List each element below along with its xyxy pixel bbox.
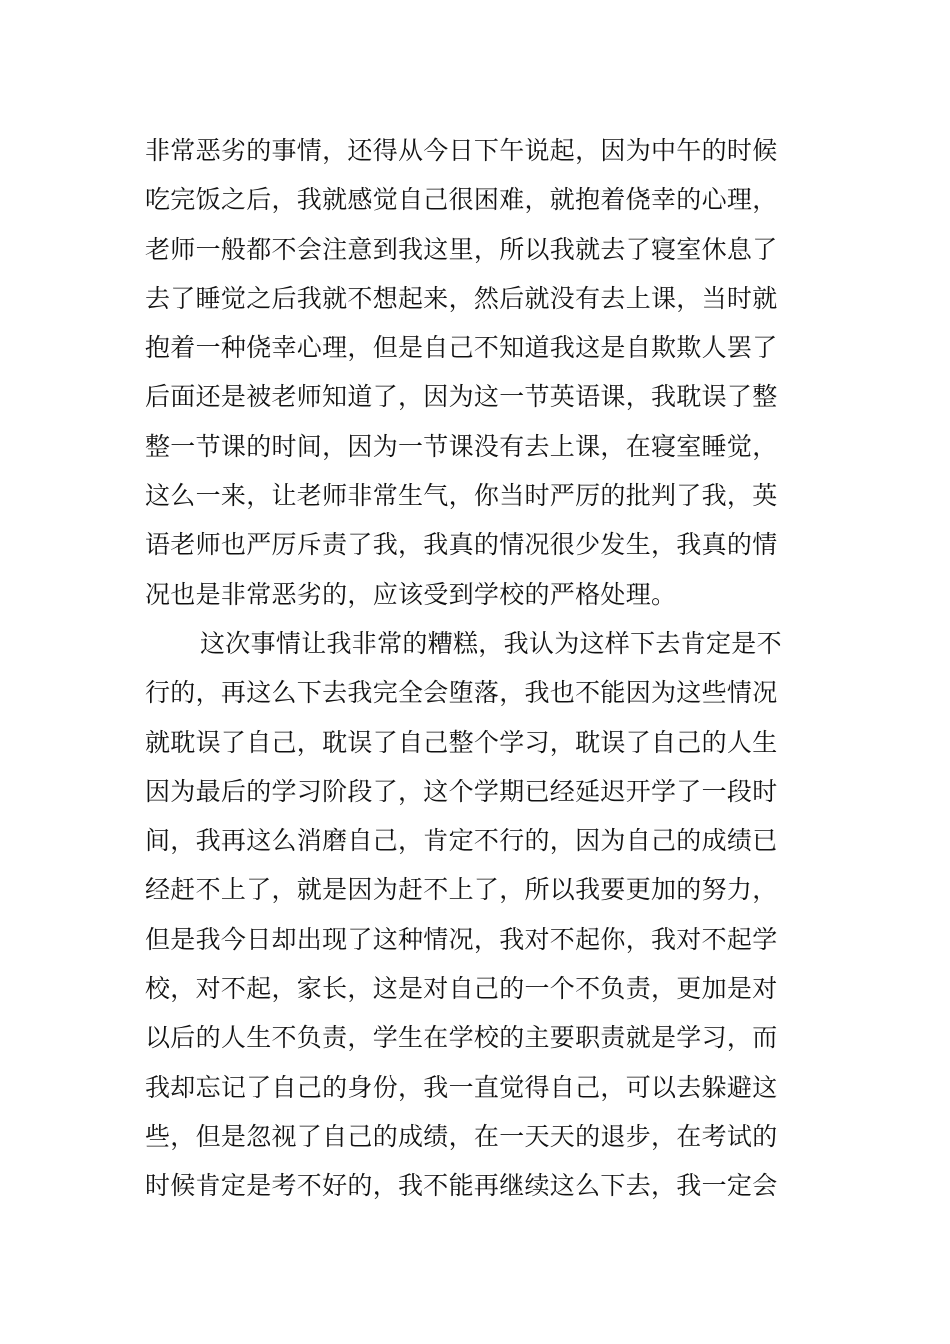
- text-line: 经赶不上了，就是因为赶不上了，所以我要更加的努力，: [145, 875, 778, 905]
- text-line: 语老师也严厉斥责了我，我真的情况很少发生，我真的情: [145, 530, 778, 560]
- text-line: 抱着一种侥幸心理，但是自己不知道我这是自欺欺人罢了: [145, 333, 778, 363]
- text-line: 但是我今日却出现了这种情况，我对不起你，我对不起学: [145, 924, 778, 954]
- document-body: [145, 126, 810, 1211]
- text-line: 非常恶劣的事情，还得从今日下午说起，因为中午的时候: [145, 136, 778, 165]
- text-line: 吃完饭之后，我就感觉自己很困难，就抱着侥幸的心理，: [145, 185, 778, 215]
- text-line: 去了睡觉之后我就不想起来，然后就没有去上课，当时就: [145, 283, 778, 313]
- text-line: 这么一来，让老师非常生气，你当时严厉的批判了我，英: [145, 481, 778, 511]
- text-line: 就耽误了自己，耽误了自己整个学习，耽误了自己的人生: [145, 727, 778, 757]
- text-line: 些，但是忽视了自己的成绩，在一天天的退步，在考试的: [145, 1121, 778, 1151]
- text-line: 时候肯定是考不好的，我不能再继续这么下去，我一定会: [145, 1171, 778, 1201]
- text-line: 后面还是被老师知道了，因为这一节英语课，我耽误了整: [145, 382, 778, 412]
- text-line: 我却忘记了自己的身份，我一直觉得自己，可以去躲避这: [145, 1072, 778, 1102]
- text-line: 整一节课的时间，因为一节课没有去上课，在寝室睡觉，: [145, 431, 778, 461]
- text-line: 因为最后的学习阶段了，这个学期已经延迟开学了一段时: [145, 776, 778, 806]
- text-line: 况也是非常恶劣的，应该受到学校的严格处理。: [145, 579, 677, 609]
- text-line: 以后的人生不负责，学生在学校的主要职责就是学习，而: [145, 1023, 778, 1053]
- text-line: 间，我再这么消磨自己，肯定不行的，因为自己的成绩已: [145, 826, 778, 856]
- text-line: 老师一般都不会注意到我这里，所以我就去了寝室休息了: [145, 234, 778, 264]
- text-line: 行的，再这么下去我完全会堕落，我也不能因为这些情况: [145, 678, 778, 708]
- text-line: 校，对不起，家长，这是对自己的一个不负责，更加是对: [145, 974, 778, 1004]
- paragraph-start-line: 这次事情让我非常的糟糕，我认为这样下去肯定是不: [200, 628, 782, 658]
